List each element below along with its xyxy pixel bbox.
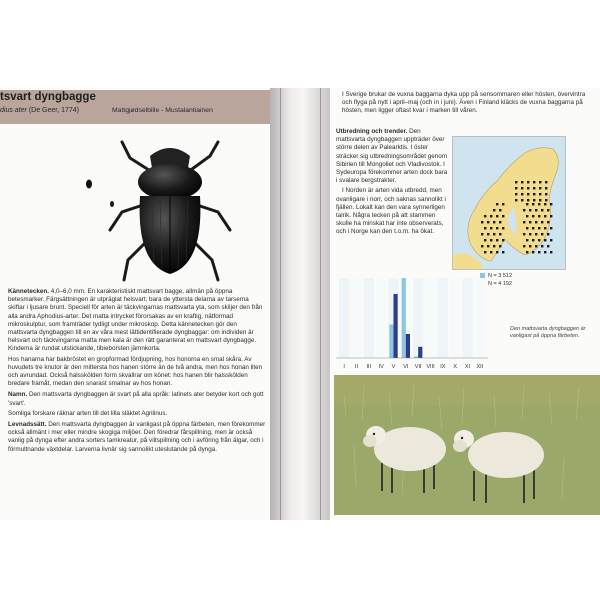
paragraph: Somliga forskare räknar arten till det lilla släktet Agrilinus. bbox=[8, 409, 168, 417]
occurrence-dot bbox=[487, 245, 489, 247]
occurrence-dot bbox=[541, 245, 543, 247]
occurrence-dot bbox=[533, 187, 535, 189]
occurrence-dot bbox=[529, 245, 531, 247]
occurrence-dot bbox=[550, 251, 552, 253]
month-band bbox=[364, 278, 374, 358]
occurrence-dot bbox=[502, 203, 504, 205]
occurrence-dot bbox=[502, 251, 504, 253]
occurrence-dot bbox=[493, 233, 495, 235]
latin-name: dius ater bbox=[0, 107, 27, 114]
occurrence-dot bbox=[550, 227, 552, 229]
month-band bbox=[413, 278, 423, 358]
occurrence-dot bbox=[535, 245, 537, 247]
occurrence-dot bbox=[523, 245, 525, 247]
occurrence-dot bbox=[535, 221, 537, 223]
occurrence-dot bbox=[499, 245, 501, 247]
occurrence-dot bbox=[481, 221, 483, 223]
bar-light-VI bbox=[402, 278, 406, 358]
bar-light-V bbox=[389, 324, 393, 358]
occurrence-dot bbox=[532, 227, 534, 229]
occurrence-dot bbox=[532, 251, 534, 253]
left-page bbox=[0, 88, 270, 520]
occurrence-dot bbox=[541, 233, 543, 235]
month-band bbox=[462, 278, 472, 358]
occurrence-dot bbox=[515, 181, 517, 183]
phenology-chart bbox=[334, 272, 490, 372]
occurrence-dot bbox=[527, 187, 529, 189]
occurrence-dot bbox=[547, 221, 549, 223]
occurrence-dot bbox=[529, 209, 531, 211]
occurrence-dot bbox=[484, 239, 486, 241]
x-tick-label: XI bbox=[464, 364, 471, 370]
occurrence-dot bbox=[538, 215, 540, 217]
occurrence-dot bbox=[545, 199, 547, 201]
photo-caption: Den mattsvarta dyngbaggen är vanligast på öppna färbeten. bbox=[510, 326, 586, 339]
local-names: Mattgjødselbille - Mustalantiainen bbox=[112, 107, 213, 114]
legend-entry: N = 4 192 bbox=[480, 280, 512, 288]
occurrence-dot bbox=[526, 227, 528, 229]
occurrence-dot bbox=[526, 251, 528, 253]
occurrence-dot bbox=[499, 221, 501, 223]
occurrence-dot bbox=[544, 203, 546, 205]
occurrence-dot bbox=[533, 181, 535, 183]
occurrence-dot bbox=[535, 233, 537, 235]
occurrence-dot bbox=[541, 221, 543, 223]
occurrence-dot bbox=[490, 227, 492, 229]
occurrence-dot bbox=[547, 245, 549, 247]
occurrence-dot bbox=[526, 239, 528, 241]
occurrence-dot bbox=[521, 187, 523, 189]
occurrence-dot bbox=[533, 199, 535, 201]
bar-dark-VII bbox=[418, 347, 422, 358]
beetle-illustration bbox=[100, 134, 240, 284]
month-band bbox=[425, 278, 435, 358]
occurrence-dot bbox=[521, 199, 523, 201]
page-edge bbox=[320, 88, 321, 520]
occurrence-dot bbox=[496, 227, 498, 229]
occurrence-dot bbox=[532, 203, 534, 205]
occurrence-dot bbox=[532, 239, 534, 241]
map-graphic bbox=[453, 137, 565, 269]
right-page bbox=[330, 88, 600, 520]
occurrence-dot bbox=[499, 233, 501, 235]
occurrence-dot bbox=[526, 203, 528, 205]
month-band bbox=[438, 278, 448, 358]
occurrence-dot bbox=[521, 181, 523, 183]
occurrence-dot bbox=[526, 215, 528, 217]
occurrence-dot bbox=[496, 239, 498, 241]
latin-author: (De Geer, 1774) bbox=[28, 107, 80, 114]
page-edge bbox=[280, 88, 281, 520]
occurrence-dot bbox=[532, 215, 534, 217]
sheep-photo bbox=[334, 375, 600, 515]
occurrence-dot bbox=[539, 199, 541, 201]
occurrence-dot bbox=[544, 227, 546, 229]
occurrence-dot bbox=[490, 215, 492, 217]
occurrence-dot bbox=[523, 209, 525, 211]
paragraph: Levnadssätt. Den mattsvarta dyngbaggen är vanligast på öppna färbeten, men förekommer också allmänt i mer eller mindre skogiga miljöer. Den föredrar fårspillning, men är också vanlig på dynga efter andra sorters tamkreatur, på viltspillning och i avföring från älgar, och i förmultnande växtdelar. Larverna livnär sig sannolikt uteslutande på dynga. bbox=[8, 421, 266, 453]
month-band bbox=[339, 278, 349, 358]
occurrence-dot bbox=[502, 215, 504, 217]
x-tick-label: X bbox=[453, 364, 458, 370]
occurrence-dot bbox=[484, 251, 486, 253]
occurrence-dot bbox=[529, 221, 531, 223]
occurrence-dot bbox=[544, 251, 546, 253]
occurrence-dot bbox=[529, 233, 531, 235]
occurrence-dot bbox=[550, 239, 552, 241]
occurrence-dot bbox=[487, 221, 489, 223]
x-tick-labels bbox=[343, 364, 483, 370]
body-text-left bbox=[8, 288, 266, 456]
paragraph: Hos hanarna har bakbröstet en gropformad fördjupning, hos honorna en smal skåra. Av huvudets tre knutor är den mittersta hos hanen störrе än de två andra, men hos honan liten och avrundad. Också halsskölden form skvallrar om könet: hos hanen blir halsskölden bredare framåt, medan den snarast smalnar av hos honan. bbox=[8, 355, 263, 388]
species-title: tsvart dyngbagge bbox=[0, 91, 96, 103]
distribution-text: Utbredning och trender. Den mattsvarta dyngbaggen uppträder över större delen av Palearktis. I öster sträcker sig utbredningsområdet genom Sibirien till Mongoliet och Vladivostok. I Sydeuropa förekommer arten dock bara i svalare bergstrakter. I Norden är arten vida utbredd, men ovanligare i norr, och saknas sannolikt i fjällen. Lokalt kan den vara synnerligen talrik. Några tecken på att stammen skulle ha minskat har inte observerats, och i Norge kan den t.o.m. ha ökat. bbox=[336, 128, 448, 236]
occurrence-dot bbox=[538, 239, 540, 241]
species-latin bbox=[0, 107, 79, 114]
occurrence-dot bbox=[545, 187, 547, 189]
occurrence-dot bbox=[493, 221, 495, 223]
occurrence-dot bbox=[527, 193, 529, 195]
occurrence-dot bbox=[502, 239, 504, 241]
occurrence-dot bbox=[496, 251, 498, 253]
occurrence-dot bbox=[544, 215, 546, 217]
occurrence-dot bbox=[547, 233, 549, 235]
occurrence-dot bbox=[535, 209, 537, 211]
x-tick-label: VII bbox=[414, 364, 422, 370]
occurrence-dot bbox=[538, 251, 540, 253]
occurrence-dot bbox=[523, 221, 525, 223]
x-tick-label: VI bbox=[403, 364, 409, 370]
x-tick-label: XII bbox=[476, 364, 484, 370]
paragraph: Namn. Den mattsvarta dyngbaggen är svart på alla språk: latinets ater betyder kort och gott 'svart'. bbox=[8, 391, 264, 407]
occurrence-dot bbox=[550, 215, 552, 217]
occurrence-dot bbox=[550, 203, 552, 205]
occurrence-dot bbox=[496, 203, 498, 205]
month-band bbox=[475, 278, 485, 358]
x-tick-label: II bbox=[354, 364, 359, 370]
bar-dark-V bbox=[394, 294, 398, 358]
occurrence-dot bbox=[539, 187, 541, 189]
occurrence-dot bbox=[539, 181, 541, 183]
x-tick-label: III bbox=[366, 364, 372, 370]
month-band bbox=[450, 278, 460, 358]
distribution-map bbox=[452, 136, 566, 270]
occurrence-dot bbox=[523, 233, 525, 235]
occurrence-dot bbox=[538, 227, 540, 229]
occurrence-dot bbox=[493, 245, 495, 247]
intro-text: I Sverige brukar de vuxna baggarna dyka upp på sensommaren eller hösten, övervintra och flyga på nytt i april–maj (och in i juni). Även i Finland kläcks de vuxna baggarna på hösten, men ligger oftast kvar i marken till våren. bbox=[342, 91, 586, 115]
occurrence-dot bbox=[527, 199, 529, 201]
occurrence-dot bbox=[539, 193, 541, 195]
occurrence-dot bbox=[493, 209, 495, 211]
x-tick-label: IX bbox=[440, 364, 446, 370]
book-spread bbox=[0, 88, 600, 520]
species-header bbox=[0, 90, 270, 124]
month-band bbox=[351, 278, 361, 358]
x-tick-label: V bbox=[391, 364, 396, 370]
occurrence-dot bbox=[541, 209, 543, 211]
occurrence-dot bbox=[515, 199, 517, 201]
occurrence-dot bbox=[547, 209, 549, 211]
occurrence-dot bbox=[490, 239, 492, 241]
x-tick-label: I bbox=[343, 364, 345, 370]
occurrence-dot bbox=[496, 215, 498, 217]
occurrence-dot bbox=[545, 193, 547, 195]
occurrence-dot bbox=[521, 193, 523, 195]
occurrence-dot bbox=[545, 181, 547, 183]
occurrence-dot bbox=[481, 233, 483, 235]
occurrence-dot bbox=[533, 193, 535, 195]
occurrence-dot bbox=[544, 239, 546, 241]
book-gutter bbox=[270, 88, 330, 520]
occurrence-dot bbox=[499, 209, 501, 211]
legend-entry: N = 3 512 bbox=[480, 272, 512, 280]
bar-dark-VI bbox=[406, 334, 410, 358]
occurrence-dot bbox=[484, 227, 486, 229]
occurrence-dot bbox=[502, 227, 504, 229]
occurrence-dot bbox=[481, 245, 483, 247]
occurrence-dot bbox=[484, 215, 486, 217]
paragraph: Kännetecken. 4,0–6,0 mm. En karakteristiskt mattsvart bagge, allmän på öppna betesmarker. Färgsättningen är utpräglat helsvart; bara de yttersta delarna av tarserna skiftar i ljusare brunt. Speciell för arten är täckvingarnas mattsvarta yta, som skiljer den från alla andra Aphodius-arter. Det matta intrycket förorsakas av en kraftig, nätformad mikroskulptur, som framträder tydligt under mikroskop. Detta kännetecken gör den mattsvarta dyngbaggen till en av våra mest lättidentifierade dyngbaggar: om individen är helsvart och täckvingarna matta men kala är den rätt garanterat en mattsvart dyngbagge. Kindema är rundat utstickande, tibieborsten jämnkorta. bbox=[8, 288, 263, 353]
occurrence-dot bbox=[487, 233, 489, 235]
x-tick-label: IV bbox=[378, 364, 384, 370]
occurrence-dot bbox=[515, 193, 517, 195]
x-tick-label: VIII bbox=[426, 364, 435, 370]
occurrence-dot bbox=[515, 187, 517, 189]
occurrence-dot bbox=[490, 251, 492, 253]
occurrence-dot bbox=[527, 181, 529, 183]
occurrence-dot bbox=[538, 203, 540, 205]
chart-background bbox=[339, 278, 485, 358]
month-band bbox=[376, 278, 386, 358]
